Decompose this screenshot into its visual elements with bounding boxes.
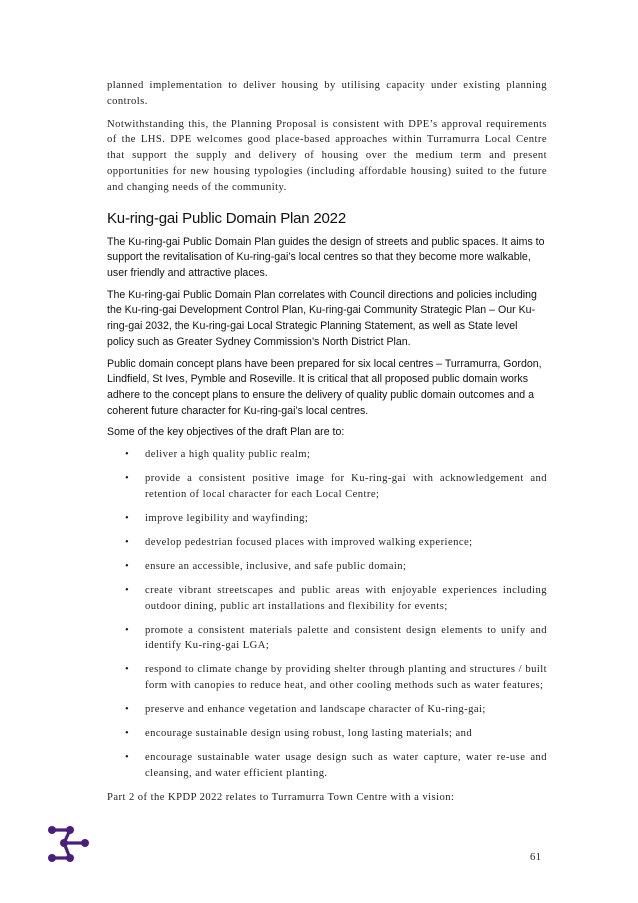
list-item-text: preserve and enhance vegetation and landscape character of Ku-ring-gai; xyxy=(145,704,486,716)
list-item-text: encourage sustainable water usage design such as water capture, water re-use and cleansing, and water efficient planting. xyxy=(145,752,547,779)
bullet-icon: • xyxy=(125,704,130,716)
section-heading: Ku-ring-gai Public Domain Plan 2022 xyxy=(107,209,346,227)
bullet-icon: • xyxy=(125,536,130,548)
network-dots-logo-icon xyxy=(47,825,91,870)
list-item-text: develop pedestrian focused places with improved walking experience; xyxy=(145,536,473,548)
list-item xyxy=(107,511,547,527)
list-item-text: respond to climate change by providing shelter through planting and structures / built form with canopies to reduce heat, and other cooling methods such as water features; xyxy=(145,664,547,692)
list-item xyxy=(107,559,547,575)
objectives-list xyxy=(107,447,547,782)
list-item xyxy=(107,662,547,694)
list-item-text: ensure an accessible, inclusive, and safe public domain; xyxy=(145,560,407,572)
list-item xyxy=(107,583,547,615)
bullet-icon: • xyxy=(125,560,130,572)
intro-paragraph-1: planned implementation to deliver housing by utilising capacity under existing planning controls. xyxy=(107,80,547,107)
list-item-text: promote a consistent materials palette and consistent design elements to unify and identify Ku-ring-gai LGA; xyxy=(145,624,547,652)
page-content xyxy=(107,78,547,806)
list-item-text: improve legibility and wayfinding; xyxy=(145,512,309,524)
bullet-icon: • xyxy=(125,512,130,524)
list-item-text: encourage sustainable design using robust, long lasting materials; and xyxy=(145,728,473,740)
list-item xyxy=(107,750,547,782)
list-item xyxy=(107,623,547,655)
bullet-icon: • xyxy=(125,664,130,676)
objectives-intro: Some of the key objectives of the draft Plan are to: xyxy=(107,426,345,439)
intro-paragraph-2: Notwithstanding this, the Planning Proposal is consistent with DPE’s approval requirements of the LHS. DPE welcomes good place-based approaches within Turramurra Local Centre that support the supply and delivery of housing over the medium term and present opportunities for new housing typologies (including affordable housing) suited to the future and changing needs of the community. xyxy=(107,118,547,193)
list-item xyxy=(107,471,547,503)
body-paragraph-2: The Ku-ring-gai Public Domain Plan correlates with Council directions and policies including the Ku-ring-gai Development Control Plan, Ku-ring-gai Community Strategic Plan – Our Ku-ring-gai 2032, the Ku-ring-gai Local Strategic Planning Statement, as well as State level policy such as Greater Sydney Commission’s North District Plan. xyxy=(107,288,537,348)
list-item xyxy=(107,447,547,463)
list-item xyxy=(107,726,547,742)
list-item xyxy=(107,702,547,718)
list-item xyxy=(107,535,547,551)
body-paragraph-3: Public domain concept plans have been prepared for six local centres – Turramurra, Gordon, Lindfield, St Ives, Pymble and Roseville. It is critical that all proposed public domain works adhere to the concept plans to ensure the delivery of quality public domain outcomes and a coherent future character for Ku-ring-gai’s local centres. xyxy=(107,357,542,417)
bullet-icon: • xyxy=(125,624,130,636)
logo-graphic xyxy=(47,825,91,865)
bullet-icon: • xyxy=(125,728,130,740)
bullet-icon: • xyxy=(125,752,130,764)
body-paragraph-1: The Ku-ring-gai Public Domain Plan guides the design of streets and public spaces. It aims to support the revitalisation of Ku-ring-gai’s local centres so that they become more walkable, user friendly and attractive places. xyxy=(107,235,545,279)
page-number: 61 xyxy=(530,852,542,863)
bullet-icon: • xyxy=(125,473,130,484)
list-item-text: provide a consistent positive image for Ku-ring-gai with acknowledgement and retention of local character for each Local Centre; xyxy=(145,473,547,500)
bullet-icon: • xyxy=(125,449,130,461)
bullet-icon: • xyxy=(125,584,130,596)
list-item-text: deliver a high quality public realm; xyxy=(145,449,311,461)
closing-paragraph: Part 2 of the KPDP 2022 relates to Turramurra Town Centre with a vision: xyxy=(107,791,455,803)
list-item-text: create vibrant streetscapes and public areas with enjoyable experiences including outdoor dining, public art installations and flexibility for events; xyxy=(145,584,547,612)
